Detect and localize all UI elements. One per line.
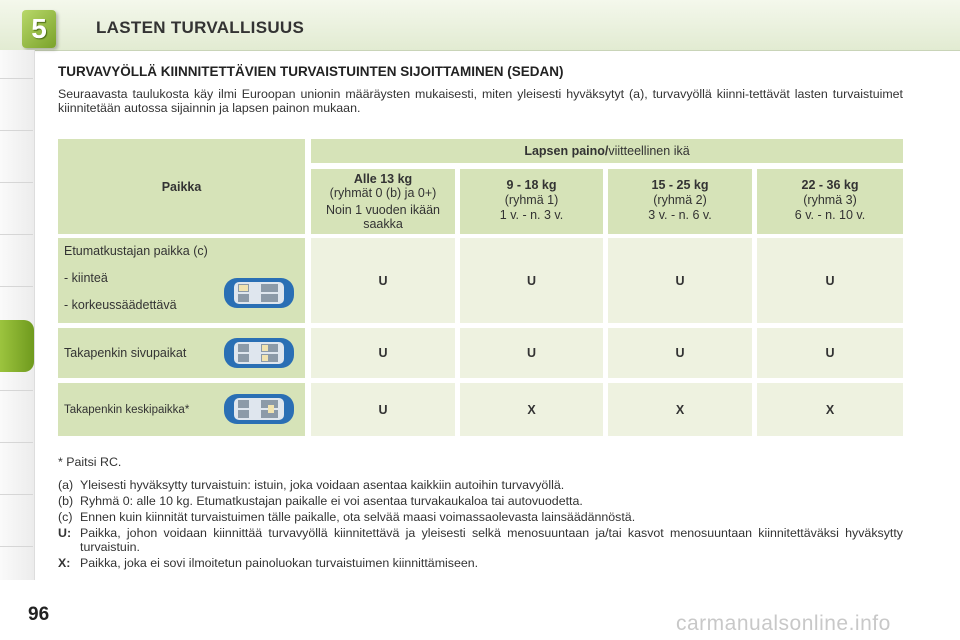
group-age: Noin 1 vuoden ikään saakka bbox=[326, 203, 440, 231]
footnote-key: (a) bbox=[58, 478, 74, 492]
watermark: carmanualsonline.info bbox=[676, 612, 891, 635]
cell-value: U bbox=[311, 328, 455, 378]
cell-value: U bbox=[460, 328, 603, 378]
footnote-a bbox=[58, 478, 903, 492]
page-number: 96 bbox=[28, 604, 50, 625]
cell-value: U bbox=[311, 383, 455, 436]
footnote-text: Paikka, johon voidaan kiinnittää turvavyöllä kiinnitettävä ja yleisesti selkä menosuuntaan ja/tai kasvot menosuuntaan kiinnitettäväksi hyväksytty turvaistuin. bbox=[80, 526, 903, 554]
group-label: (ryhmät 0 (b) ja 0+) bbox=[329, 186, 437, 200]
cell-value: X bbox=[757, 383, 903, 436]
footnote-key: U: bbox=[58, 526, 72, 540]
cell-value: U bbox=[757, 328, 903, 378]
rail-divider bbox=[0, 546, 33, 547]
group-label: (ryhmä 2) bbox=[653, 193, 707, 207]
group-label: (ryhmä 3) bbox=[803, 193, 857, 207]
group-age: 1 v. - n. 3 v. bbox=[499, 208, 564, 222]
footnote-key: (b) bbox=[58, 494, 74, 508]
group-weight: 15 - 25 kg bbox=[651, 178, 709, 192]
group-header-3 bbox=[757, 169, 903, 234]
intro-paragraph: Seuraavasta taulukosta käy ilmi Euroopan unionin määräysten mukaisesti, miten yleisesti hyväksytyt (a), turvavyöllä kiinni-tettävät lasten turvaistuimet kiinnitetään autossa sijainnin ja lapsen painon mukaan. bbox=[58, 87, 903, 115]
place-label: Etumatkustajan paikka (c) bbox=[64, 244, 208, 258]
cell-value: U bbox=[608, 238, 752, 323]
group-header-1 bbox=[460, 169, 603, 234]
asterisk-note: * Paitsi RC. bbox=[58, 455, 122, 469]
rail-divider bbox=[0, 494, 33, 495]
footnote-c bbox=[58, 510, 903, 524]
weight-header-label: Lapsen paino/ bbox=[524, 144, 609, 158]
group-age: 3 v. - n. 6 v. bbox=[648, 208, 712, 222]
footnotes bbox=[58, 455, 903, 572]
place-label: Takapenkin keskipaikka* bbox=[64, 403, 190, 416]
place-column-header: Paikka bbox=[58, 139, 305, 234]
footnote-u bbox=[58, 526, 903, 554]
place-sub-option: - kiinteä bbox=[64, 271, 108, 285]
footnote-text: Paikka, joka ei sovi ilmoitetun painoluokan turvaistuimen kiinnittämiseen. bbox=[80, 556, 479, 570]
group-header-0 bbox=[311, 169, 455, 234]
cell-value: U bbox=[311, 238, 455, 323]
cell-value: U bbox=[460, 238, 603, 323]
footnote-x bbox=[58, 556, 903, 570]
place-cell-front bbox=[58, 238, 305, 323]
cell-value: X bbox=[460, 383, 603, 436]
chapter-tabs-rail bbox=[0, 50, 35, 580]
page-header bbox=[0, 0, 960, 51]
rail-divider bbox=[0, 78, 33, 79]
cell-value: U bbox=[608, 328, 752, 378]
cell-value: U bbox=[757, 238, 903, 323]
group-age: 6 v. - n. 10 v. bbox=[794, 208, 866, 222]
rail-divider bbox=[0, 130, 33, 131]
footnote-text: Ennen kuin kiinnität turvaistuimen tälle paikalle, ota selvää maasi voimassaolevasta lainsäädännöstä. bbox=[80, 510, 636, 524]
rail-divider bbox=[0, 286, 33, 287]
weight-header-subtitle: viitteellinen ikä bbox=[608, 144, 690, 158]
group-weight: 22 - 36 kg bbox=[801, 178, 859, 192]
footnote-text: Yleisesti hyväksytty turvaistuin: istuin, joka voidaan asentaa kaikkiin autoihin turvavyöllä. bbox=[80, 478, 565, 492]
car-top-view-icon bbox=[218, 390, 300, 428]
place-cell-rear-side bbox=[58, 328, 305, 378]
group-header-2 bbox=[608, 169, 752, 234]
place-cell-rear-center bbox=[58, 383, 305, 436]
footnote-b bbox=[58, 494, 903, 508]
car-top-view-icon bbox=[218, 274, 300, 312]
group-weight: Alle 13 kg bbox=[353, 172, 413, 186]
rail-divider bbox=[0, 390, 33, 391]
group-label: (ryhmä 1) bbox=[504, 193, 559, 207]
weight-header bbox=[311, 139, 903, 163]
rail-divider bbox=[0, 442, 33, 443]
car-top-view-icon bbox=[218, 334, 300, 372]
rail-divider bbox=[0, 234, 33, 235]
group-weight: 9 - 18 kg bbox=[506, 178, 557, 192]
chapter-number-badge: 5 bbox=[22, 10, 56, 48]
footnote-key: X: bbox=[58, 556, 71, 570]
footnote-text: Ryhmä 0: alle 10 kg. Etumatkustajan paikalle ei voi asentaa turvakaukaloa tai autovuodetta. bbox=[80, 494, 583, 508]
chapter-title: LASTEN TURVALLISUUS bbox=[96, 18, 305, 37]
section-title: TURVAVYÖLLÄ KIINNITETTÄVIEN TURVAISTUINTEN SIJOITTAMINEN (SEDAN) bbox=[58, 64, 564, 79]
active-chapter-tab[interactable] bbox=[0, 320, 34, 372]
rail-divider bbox=[0, 182, 33, 183]
footnote-key: (c) bbox=[58, 510, 73, 524]
place-label: Takapenkin sivupaikat bbox=[64, 346, 187, 360]
place-sub-option: - korkeussäädettävä bbox=[64, 298, 177, 312]
cell-value: X bbox=[608, 383, 752, 436]
